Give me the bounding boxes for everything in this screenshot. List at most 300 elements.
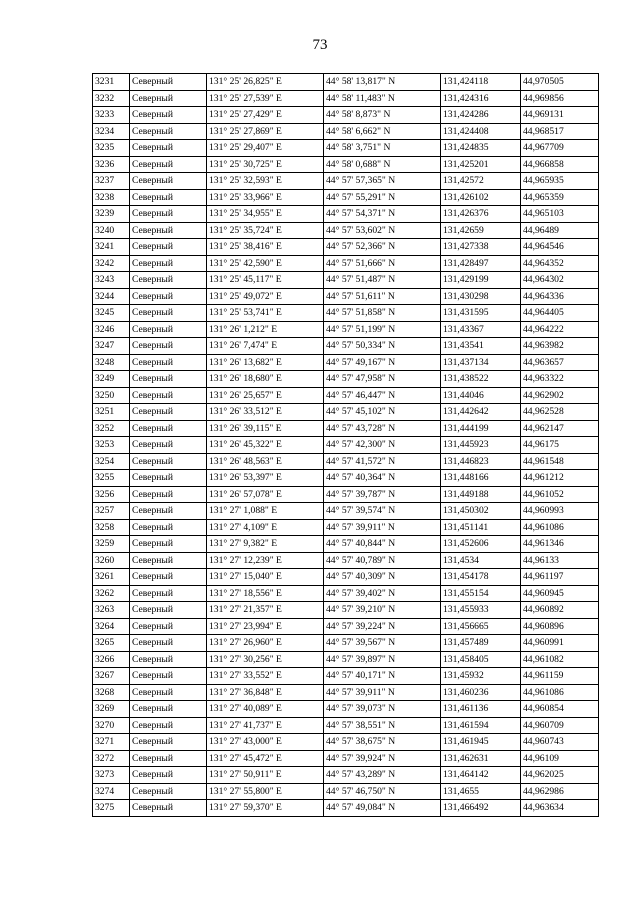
latitude-decimal-cell: 44,969131 — [521, 107, 599, 124]
latitude-dms-cell: 44° 58' 11,483" N — [324, 90, 441, 107]
longitude-dms-cell: 131° 25' 33,966" E — [207, 189, 324, 206]
longitude-decimal-cell: 131,424408 — [441, 123, 521, 140]
latitude-dms-cell: 44° 57' 55,291" N — [324, 189, 441, 206]
latitude-dms-cell: 44° 57' 39,897" N — [324, 651, 441, 668]
direction-cell: Северный — [130, 272, 207, 289]
longitude-dms-cell: 131° 25' 32,593" E — [207, 173, 324, 190]
table-row — [93, 750, 599, 767]
table-row — [93, 90, 599, 107]
table-row — [93, 272, 599, 289]
direction-cell: Северный — [130, 173, 207, 190]
direction-cell: Северный — [130, 354, 207, 371]
direction-cell: Северный — [130, 74, 207, 91]
longitude-decimal-cell: 131,454178 — [441, 569, 521, 586]
longitude-decimal-cell: 131,44046 — [441, 387, 521, 404]
latitude-dms-cell: 44° 57' 40,789" N — [324, 552, 441, 569]
longitude-dms-cell: 131° 26' 48,563" E — [207, 453, 324, 470]
longitude-decimal-cell: 131,427338 — [441, 239, 521, 256]
latitude-dms-cell: 44° 57' 54,371" N — [324, 206, 441, 223]
direction-cell: Северный — [130, 239, 207, 256]
latitude-dms-cell: 44° 57' 43,289" N — [324, 767, 441, 784]
direction-cell: Северный — [130, 750, 207, 767]
latitude-decimal-cell: 44,963634 — [521, 800, 599, 817]
point-number-cell: 3274 — [93, 783, 130, 800]
table-row — [93, 767, 599, 784]
point-number-cell: 3237 — [93, 173, 130, 190]
direction-cell: Северный — [130, 123, 207, 140]
direction-cell: Северный — [130, 569, 207, 586]
latitude-dms-cell: 44° 57' 51,487" N — [324, 272, 441, 289]
latitude-decimal-cell: 44,968517 — [521, 123, 599, 140]
latitude-dms-cell: 44° 57' 51,199" N — [324, 321, 441, 338]
latitude-dms-cell: 44° 57' 40,171" N — [324, 668, 441, 685]
longitude-decimal-cell: 131,461136 — [441, 701, 521, 718]
latitude-decimal-cell: 44,970505 — [521, 74, 599, 91]
point-number-cell: 3238 — [93, 189, 130, 206]
point-number-cell: 3255 — [93, 470, 130, 487]
direction-cell: Северный — [130, 156, 207, 173]
latitude-dms-cell: 44° 58' 13,817" N — [324, 74, 441, 91]
table-row — [93, 140, 599, 157]
latitude-decimal-cell: 44,962986 — [521, 783, 599, 800]
longitude-decimal-cell: 131,452606 — [441, 536, 521, 553]
direction-cell: Северный — [130, 255, 207, 272]
point-number-cell: 3264 — [93, 618, 130, 635]
longitude-dms-cell: 131° 27' 15,040" E — [207, 569, 324, 586]
table-row — [93, 387, 599, 404]
longitude-dms-cell: 131° 26' 7,474" E — [207, 338, 324, 355]
latitude-dms-cell: 44° 57' 57,365" N — [324, 173, 441, 190]
longitude-dms-cell: 131° 27' 9,382" E — [207, 536, 324, 553]
table-row — [93, 74, 599, 91]
table-row — [93, 536, 599, 553]
longitude-dms-cell: 131° 27' 50,911" E — [207, 767, 324, 784]
table-row — [93, 470, 599, 487]
direction-cell: Северный — [130, 519, 207, 536]
longitude-decimal-cell: 131,431595 — [441, 305, 521, 322]
table-row — [93, 288, 599, 305]
direction-cell: Северный — [130, 453, 207, 470]
longitude-decimal-cell: 131,461945 — [441, 734, 521, 751]
table-row — [93, 585, 599, 602]
longitude-decimal-cell: 131,424316 — [441, 90, 521, 107]
longitude-decimal-cell: 131,4534 — [441, 552, 521, 569]
longitude-dms-cell: 131° 25' 30,725" E — [207, 156, 324, 173]
direction-cell: Северный — [130, 470, 207, 487]
point-number-cell: 3266 — [93, 651, 130, 668]
longitude-dms-cell: 131° 26' 13,682" E — [207, 354, 324, 371]
longitude-decimal-cell: 131,42659 — [441, 222, 521, 239]
point-number-cell: 3270 — [93, 717, 130, 734]
longitude-dms-cell: 131° 25' 53,741" E — [207, 305, 324, 322]
direction-cell: Северный — [130, 618, 207, 635]
point-number-cell: 3248 — [93, 354, 130, 371]
direction-cell: Северный — [130, 288, 207, 305]
latitude-decimal-cell: 44,962147 — [521, 420, 599, 437]
point-number-cell: 3261 — [93, 569, 130, 586]
point-number-cell: 3260 — [93, 552, 130, 569]
longitude-decimal-cell: 131,424835 — [441, 140, 521, 157]
table-row — [93, 321, 599, 338]
longitude-dms-cell: 131° 26' 18,680" E — [207, 371, 324, 388]
direction-cell: Северный — [130, 717, 207, 734]
direction-cell: Северный — [130, 635, 207, 652]
point-number-cell: 3265 — [93, 635, 130, 652]
latitude-dms-cell: 44° 57' 38,551" N — [324, 717, 441, 734]
longitude-decimal-cell: 131,425201 — [441, 156, 521, 173]
point-number-cell: 3231 — [93, 74, 130, 91]
point-number-cell: 3242 — [93, 255, 130, 272]
table-row — [93, 668, 599, 685]
coordinates-table-body — [93, 74, 599, 817]
point-number-cell: 3254 — [93, 453, 130, 470]
longitude-dms-cell: 131° 25' 34,955" E — [207, 206, 324, 223]
table-row — [93, 371, 599, 388]
longitude-decimal-cell: 131,456665 — [441, 618, 521, 635]
latitude-dms-cell: 44° 58' 8,873" N — [324, 107, 441, 124]
longitude-dms-cell: 131° 27' 12,239" E — [207, 552, 324, 569]
longitude-decimal-cell: 131,442642 — [441, 404, 521, 421]
direction-cell: Северный — [130, 206, 207, 223]
latitude-decimal-cell: 44,967709 — [521, 140, 599, 157]
latitude-dms-cell: 44° 57' 40,309" N — [324, 569, 441, 586]
point-number-cell: 3232 — [93, 90, 130, 107]
direction-cell: Северный — [130, 783, 207, 800]
latitude-decimal-cell: 44,961082 — [521, 651, 599, 668]
table-row — [93, 156, 599, 173]
direction-cell: Северный — [130, 189, 207, 206]
point-number-cell: 3250 — [93, 387, 130, 404]
latitude-decimal-cell: 44,961086 — [521, 519, 599, 536]
longitude-dms-cell: 131° 25' 27,539" E — [207, 90, 324, 107]
page-number: 73 — [312, 37, 328, 53]
longitude-decimal-cell: 131,464142 — [441, 767, 521, 784]
latitude-decimal-cell: 44,961346 — [521, 536, 599, 553]
table-row — [93, 618, 599, 635]
direction-cell: Северный — [130, 585, 207, 602]
latitude-decimal-cell: 44,960991 — [521, 635, 599, 652]
longitude-dms-cell: 131° 27' 43,000" E — [207, 734, 324, 751]
latitude-dms-cell: 44° 58' 0,688" N — [324, 156, 441, 173]
latitude-decimal-cell: 44,960896 — [521, 618, 599, 635]
longitude-decimal-cell: 131,457489 — [441, 635, 521, 652]
direction-cell: Северный — [130, 222, 207, 239]
table-row — [93, 800, 599, 817]
latitude-decimal-cell: 44,960743 — [521, 734, 599, 751]
latitude-decimal-cell: 44,960709 — [521, 717, 599, 734]
point-number-cell: 3251 — [93, 404, 130, 421]
latitude-decimal-cell: 44,960892 — [521, 602, 599, 619]
point-number-cell: 3275 — [93, 800, 130, 817]
table-row — [93, 503, 599, 520]
point-number-cell: 3263 — [93, 602, 130, 619]
latitude-decimal-cell: 44,960854 — [521, 701, 599, 718]
latitude-decimal-cell: 44,964352 — [521, 255, 599, 272]
latitude-decimal-cell: 44,963657 — [521, 354, 599, 371]
direction-cell: Северный — [130, 536, 207, 553]
table-row — [93, 239, 599, 256]
latitude-decimal-cell: 44,962902 — [521, 387, 599, 404]
longitude-dms-cell: 131° 27' 4,109" E — [207, 519, 324, 536]
longitude-decimal-cell: 131,43541 — [441, 338, 521, 355]
table-row — [93, 602, 599, 619]
latitude-dms-cell: 44° 57' 39,210" N — [324, 602, 441, 619]
latitude-dms-cell: 44° 57' 51,858" N — [324, 305, 441, 322]
latitude-dms-cell: 44° 57' 39,924" N — [324, 750, 441, 767]
longitude-decimal-cell: 131,458405 — [441, 651, 521, 668]
longitude-dms-cell: 131° 25' 26,825" E — [207, 74, 324, 91]
longitude-decimal-cell: 131,42572 — [441, 173, 521, 190]
direction-cell: Северный — [130, 107, 207, 124]
direction-cell: Северный — [130, 387, 207, 404]
point-number-cell: 3240 — [93, 222, 130, 239]
point-number-cell: 3271 — [93, 734, 130, 751]
direction-cell: Северный — [130, 734, 207, 751]
longitude-decimal-cell: 131,450302 — [441, 503, 521, 520]
table-row — [93, 651, 599, 668]
point-number-cell: 3241 — [93, 239, 130, 256]
direction-cell: Северный — [130, 90, 207, 107]
latitude-decimal-cell: 44,966858 — [521, 156, 599, 173]
latitude-dms-cell: 44° 57' 51,611" N — [324, 288, 441, 305]
longitude-decimal-cell: 131,448166 — [441, 470, 521, 487]
latitude-decimal-cell: 44,961159 — [521, 668, 599, 685]
latitude-decimal-cell: 44,962528 — [521, 404, 599, 421]
longitude-dms-cell: 131° 27' 59,370" E — [207, 800, 324, 817]
longitude-decimal-cell: 131,466492 — [441, 800, 521, 817]
longitude-dms-cell: 131° 25' 42,590" E — [207, 255, 324, 272]
latitude-dms-cell: 44° 57' 41,572" N — [324, 453, 441, 470]
latitude-dms-cell: 44° 57' 38,675" N — [324, 734, 441, 751]
table-row — [93, 684, 599, 701]
direction-cell: Северный — [130, 701, 207, 718]
longitude-dms-cell: 131° 27' 33,552" E — [207, 668, 324, 685]
latitude-dms-cell: 44° 57' 39,911" N — [324, 684, 441, 701]
longitude-decimal-cell: 131,430298 — [441, 288, 521, 305]
longitude-decimal-cell: 131,426376 — [441, 206, 521, 223]
point-number-cell: 3244 — [93, 288, 130, 305]
longitude-decimal-cell: 131,438522 — [441, 371, 521, 388]
longitude-dms-cell: 131° 27' 41,737" E — [207, 717, 324, 734]
longitude-dms-cell: 131° 26' 39,115" E — [207, 420, 324, 437]
longitude-decimal-cell: 131,449188 — [441, 486, 521, 503]
direction-cell: Северный — [130, 420, 207, 437]
table-row — [93, 404, 599, 421]
direction-cell: Северный — [130, 371, 207, 388]
longitude-dms-cell: 131° 26' 25,657" E — [207, 387, 324, 404]
table-row — [93, 635, 599, 652]
point-number-cell: 3247 — [93, 338, 130, 355]
latitude-dms-cell: 44° 57' 39,073" N — [324, 701, 441, 718]
table-row — [93, 783, 599, 800]
longitude-decimal-cell: 131,4655 — [441, 783, 521, 800]
direction-cell: Северный — [130, 503, 207, 520]
table-row — [93, 255, 599, 272]
latitude-dms-cell: 44° 57' 45,102" N — [324, 404, 441, 421]
longitude-decimal-cell: 131,446823 — [441, 453, 521, 470]
latitude-decimal-cell: 44,961212 — [521, 470, 599, 487]
direction-cell: Северный — [130, 338, 207, 355]
latitude-dms-cell: 44° 57' 39,402" N — [324, 585, 441, 602]
direction-cell: Северный — [130, 404, 207, 421]
latitude-decimal-cell: 44,965359 — [521, 189, 599, 206]
point-number-cell: 3236 — [93, 156, 130, 173]
latitude-dms-cell: 44° 57' 52,366" N — [324, 239, 441, 256]
latitude-decimal-cell: 44,961086 — [521, 684, 599, 701]
latitude-decimal-cell: 44,961197 — [521, 569, 599, 586]
longitude-dms-cell: 131° 26' 45,322" E — [207, 437, 324, 454]
coordinates-table — [92, 73, 599, 817]
latitude-dms-cell: 44° 57' 51,666" N — [324, 255, 441, 272]
longitude-decimal-cell: 131,445923 — [441, 437, 521, 454]
longitude-dms-cell: 131° 27' 36,848" E — [207, 684, 324, 701]
latitude-dms-cell: 44° 57' 42,300" N — [324, 437, 441, 454]
latitude-decimal-cell: 44,964546 — [521, 239, 599, 256]
point-number-cell: 3267 — [93, 668, 130, 685]
longitude-dms-cell: 131° 25' 49,072" E — [207, 288, 324, 305]
longitude-dms-cell: 131° 26' 33,512" E — [207, 404, 324, 421]
latitude-dms-cell: 44° 57' 46,750" N — [324, 783, 441, 800]
latitude-decimal-cell: 44,964405 — [521, 305, 599, 322]
latitude-decimal-cell: 44,96489 — [521, 222, 599, 239]
latitude-decimal-cell: 44,961052 — [521, 486, 599, 503]
longitude-decimal-cell: 131,45932 — [441, 668, 521, 685]
table-row — [93, 437, 599, 454]
table-row — [93, 552, 599, 569]
table-row — [93, 173, 599, 190]
latitude-decimal-cell: 44,965103 — [521, 206, 599, 223]
latitude-dms-cell: 44° 57' 39,911" N — [324, 519, 441, 536]
longitude-dms-cell: 131° 26' 57,078" E — [207, 486, 324, 503]
longitude-dms-cell: 131° 25' 45,117" E — [207, 272, 324, 289]
direction-cell: Северный — [130, 684, 207, 701]
latitude-decimal-cell: 44,962025 — [521, 767, 599, 784]
longitude-dms-cell: 131° 27' 45,472" E — [207, 750, 324, 767]
latitude-dms-cell: 44° 57' 39,224" N — [324, 618, 441, 635]
latitude-dms-cell: 44° 57' 39,787" N — [324, 486, 441, 503]
point-number-cell: 3243 — [93, 272, 130, 289]
latitude-decimal-cell: 44,964302 — [521, 272, 599, 289]
point-number-cell: 3257 — [93, 503, 130, 520]
latitude-dms-cell: 44° 57' 50,334" N — [324, 338, 441, 355]
latitude-decimal-cell: 44,96133 — [521, 552, 599, 569]
latitude-dms-cell: 44° 57' 49,167" N — [324, 354, 441, 371]
longitude-decimal-cell: 131,424286 — [441, 107, 521, 124]
longitude-dms-cell: 131° 27' 40,089" E — [207, 701, 324, 718]
point-number-cell: 3268 — [93, 684, 130, 701]
table-row — [93, 420, 599, 437]
latitude-dms-cell: 44° 57' 53,602" N — [324, 222, 441, 239]
longitude-dms-cell: 131° 25' 29,407" E — [207, 140, 324, 157]
point-number-cell: 3258 — [93, 519, 130, 536]
point-number-cell: 3252 — [93, 420, 130, 437]
latitude-dms-cell: 44° 57' 40,844" N — [324, 536, 441, 553]
latitude-dms-cell: 44° 58' 6,662" N — [324, 123, 441, 140]
table-row — [93, 717, 599, 734]
point-number-cell: 3256 — [93, 486, 130, 503]
longitude-dms-cell: 131° 27' 30,256" E — [207, 651, 324, 668]
direction-cell: Северный — [130, 552, 207, 569]
table-row — [93, 206, 599, 223]
point-number-cell: 3234 — [93, 123, 130, 140]
longitude-decimal-cell: 131,460236 — [441, 684, 521, 701]
direction-cell: Северный — [130, 602, 207, 619]
longitude-decimal-cell: 131,437134 — [441, 354, 521, 371]
latitude-dms-cell: 44° 57' 46,447" N — [324, 387, 441, 404]
point-number-cell: 3246 — [93, 321, 130, 338]
longitude-dms-cell: 131° 27' 21,357" E — [207, 602, 324, 619]
table-row — [93, 519, 599, 536]
direction-cell: Северный — [130, 437, 207, 454]
table-row — [93, 701, 599, 718]
direction-cell: Северный — [130, 767, 207, 784]
latitude-dms-cell: 44° 57' 47,958" N — [324, 371, 441, 388]
table-row — [93, 486, 599, 503]
table-row — [93, 222, 599, 239]
longitude-dms-cell: 131° 26' 53,397" E — [207, 470, 324, 487]
latitude-decimal-cell: 44,963322 — [521, 371, 599, 388]
longitude-dms-cell: 131° 25' 27,429" E — [207, 107, 324, 124]
longitude-dms-cell: 131° 27' 26,960" E — [207, 635, 324, 652]
longitude-dms-cell: 131° 25' 35,724" E — [207, 222, 324, 239]
point-number-cell: 3239 — [93, 206, 130, 223]
latitude-decimal-cell: 44,964336 — [521, 288, 599, 305]
point-number-cell: 3259 — [93, 536, 130, 553]
latitude-dms-cell: 44° 57' 39,574" N — [324, 503, 441, 520]
table-row — [93, 338, 599, 355]
direction-cell: Северный — [130, 305, 207, 322]
longitude-decimal-cell: 131,429199 — [441, 272, 521, 289]
direction-cell: Северный — [130, 651, 207, 668]
longitude-decimal-cell: 131,444199 — [441, 420, 521, 437]
latitude-decimal-cell: 44,964222 — [521, 321, 599, 338]
longitude-dms-cell: 131° 27' 23,994" E — [207, 618, 324, 635]
point-number-cell: 3273 — [93, 767, 130, 784]
longitude-dms-cell: 131° 27' 18,556" E — [207, 585, 324, 602]
point-number-cell: 3233 — [93, 107, 130, 124]
longitude-decimal-cell: 131,426102 — [441, 189, 521, 206]
point-number-cell: 3245 — [93, 305, 130, 322]
point-number-cell: 3253 — [93, 437, 130, 454]
table-row — [93, 354, 599, 371]
longitude-dms-cell: 131° 27' 1,088" E — [207, 503, 324, 520]
latitude-dms-cell: 44° 57' 43,728" N — [324, 420, 441, 437]
longitude-decimal-cell: 131,455154 — [441, 585, 521, 602]
longitude-decimal-cell: 131,428497 — [441, 255, 521, 272]
latitude-decimal-cell: 44,969856 — [521, 90, 599, 107]
latitude-decimal-cell: 44,960945 — [521, 585, 599, 602]
longitude-decimal-cell: 131,455933 — [441, 602, 521, 619]
direction-cell: Северный — [130, 140, 207, 157]
longitude-decimal-cell: 131,462631 — [441, 750, 521, 767]
latitude-decimal-cell: 44,961548 — [521, 453, 599, 470]
longitude-decimal-cell: 131,451141 — [441, 519, 521, 536]
direction-cell: Северный — [130, 321, 207, 338]
direction-cell: Северный — [130, 800, 207, 817]
table-row — [93, 107, 599, 124]
latitude-dms-cell: 44° 58' 3,751" N — [324, 140, 441, 157]
longitude-dms-cell: 131° 26' 1,212" E — [207, 321, 324, 338]
table-row — [93, 734, 599, 751]
table-row — [93, 569, 599, 586]
point-number-cell: 3249 — [93, 371, 130, 388]
table-row — [93, 453, 599, 470]
direction-cell: Северный — [130, 668, 207, 685]
direction-cell: Северный — [130, 486, 207, 503]
table-row — [93, 123, 599, 140]
longitude-decimal-cell: 131,461594 — [441, 717, 521, 734]
latitude-dms-cell: 44° 57' 40,364" N — [324, 470, 441, 487]
